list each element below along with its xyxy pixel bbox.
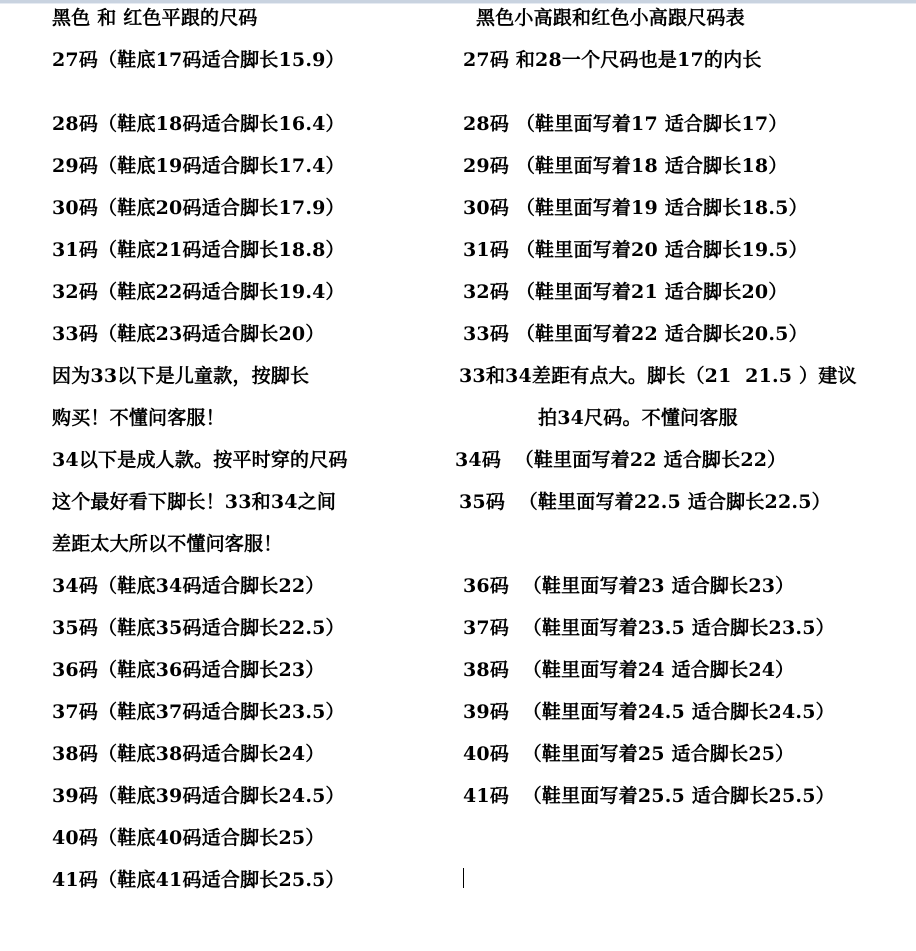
right-line: 39码 （鞋里面写着24.5 适合脚长24.5） — [463, 701, 835, 723]
right-note: 拍34尺码。不懂问客服 — [538, 407, 738, 429]
right-line: 30码 （鞋里面写着19 适合脚长18.5） — [463, 197, 808, 219]
right-line: 31码 （鞋里面写着20 适合脚长19.5） — [463, 239, 808, 261]
left-line: 29码（鞋底19码适合脚长17.4） — [52, 155, 345, 177]
left-line: 28码（鞋底18码适合脚长16.4） — [52, 113, 345, 135]
left-line: 40码（鞋底40码适合脚长25） — [52, 827, 325, 849]
right-line: 29码 （鞋里面写着18 适合脚长18） — [463, 155, 788, 177]
right-line: 35码 （鞋里面写着22.5 适合脚长22.5） — [459, 491, 831, 513]
left-note: 这个最好看下脚长！33和34之间 — [52, 491, 337, 513]
right-line: 38码 （鞋里面写着24 适合脚长24） — [463, 659, 795, 681]
right-line: 28码 （鞋里面写着17 适合脚长17） — [463, 113, 788, 135]
left-line: 34码（鞋底34码适合脚长22） — [52, 575, 325, 597]
left-line: 36码（鞋底36码适合脚长23） — [52, 659, 325, 681]
right-line: 41码 （鞋里面写着25.5 适合脚长25.5） — [463, 785, 835, 807]
right-line: 40码 （鞋里面写着25 适合脚长25） — [463, 743, 795, 765]
right-note: 33和34差距有点大。脚长（21 21.5 ）建议 — [459, 365, 857, 387]
right-line: 33码 （鞋里面写着22 适合脚长20.5） — [463, 323, 808, 345]
left-line: 27码（鞋底17码适合脚长15.9） — [52, 49, 345, 71]
text-cursor[interactable] — [463, 868, 464, 888]
left-line: 33码（鞋底23码适合脚长20） — [52, 323, 325, 345]
right-line: 32码 （鞋里面写着21 适合脚长20） — [463, 281, 788, 303]
left-line: 37码（鞋底37码适合脚长23.5） — [52, 701, 345, 723]
left-note: 差距太大所以不懂问客服！ — [52, 533, 283, 555]
left-line: 35码（鞋底35码适合脚长22.5） — [52, 617, 345, 639]
right-line: 36码 （鞋里面写着23 适合脚长23） — [463, 575, 795, 597]
left-line: 39码（鞋底39码适合脚长24.5） — [52, 785, 345, 807]
right-title: 黑色小高跟和红色小高跟尺码表 — [476, 7, 745, 29]
right-line: 34码 （鞋里面写着22 适合脚长22） — [455, 449, 787, 471]
left-title: 黑色 和 红色平跟的尺码 — [52, 7, 258, 29]
window-top-border — [0, 0, 916, 4]
left-note: 购买！不懂问客服！ — [52, 407, 225, 429]
left-line: 38码（鞋底38码适合脚长24） — [52, 743, 325, 765]
left-line: 32码（鞋底22码适合脚长19.4） — [52, 281, 345, 303]
left-note: 因为33以下是儿童款，按脚长 — [52, 365, 310, 387]
left-line: 41码（鞋底41码适合脚长25.5） — [52, 869, 345, 891]
left-line: 31码（鞋底21码适合脚长18.8） — [52, 239, 345, 261]
right-line: 27码 和28一个尺码也是17的内长 — [463, 49, 762, 71]
left-line: 30码（鞋底20码适合脚长17.9） — [52, 197, 345, 219]
right-line: 37码 （鞋里面写着23.5 适合脚长23.5） — [463, 617, 835, 639]
left-note: 34以下是成人款。按平时穿的尺码 — [52, 449, 348, 471]
